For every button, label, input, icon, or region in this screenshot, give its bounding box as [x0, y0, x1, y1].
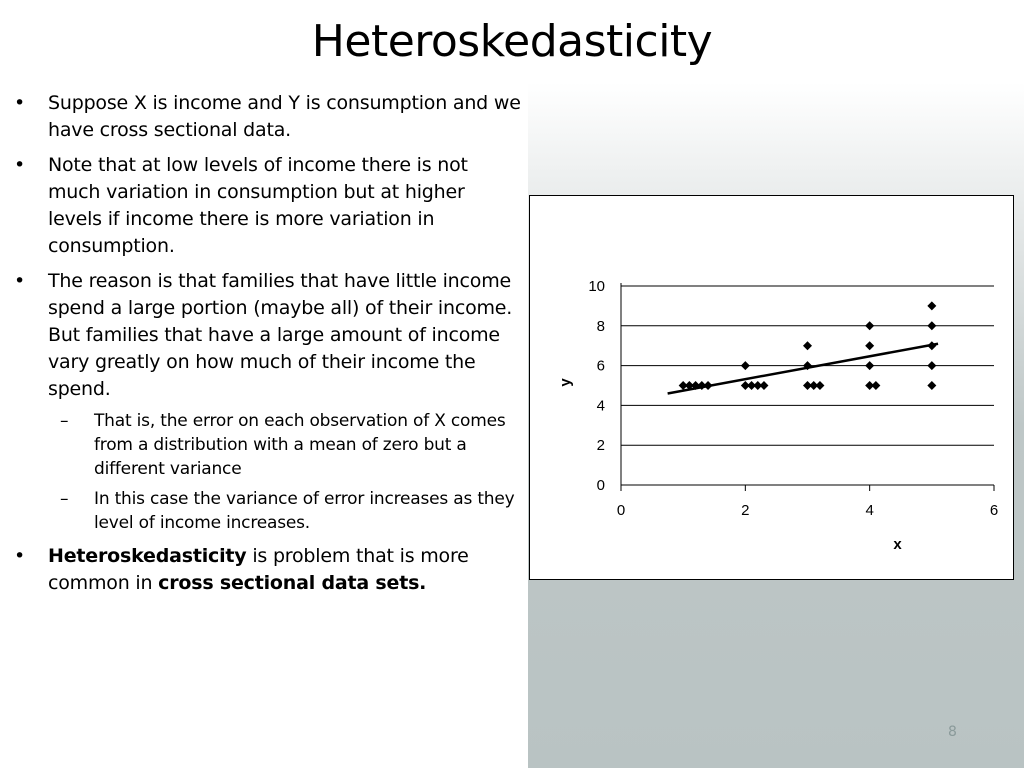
- data-point: [871, 381, 880, 390]
- bullet-item: [14, 543, 524, 597]
- data-point: [803, 341, 812, 350]
- data-point: [741, 361, 750, 370]
- bullet-text: The reason is that families that have little income spend a large portion (maybe all) of their income. But families that have a large amount of income vary greatly on how much of their income the spend.: [48, 270, 513, 400]
- y-tick-label: 10: [588, 278, 605, 295]
- sub-bullet-list: [48, 409, 524, 535]
- data-point: [927, 301, 936, 310]
- scatter-chart: [529, 195, 1014, 580]
- page-number: 8: [948, 724, 957, 740]
- chart-svg: [530, 196, 1015, 581]
- data-point: [815, 381, 824, 390]
- y-tick-label: 8: [596, 317, 605, 335]
- data-point: [759, 381, 768, 390]
- bullet-text: is problem that is more common in: [48, 545, 469, 594]
- y-tick-label: 0: [596, 477, 605, 494]
- bullet-item: • Note that at low levels of income there is not much variation in consumption but at higher levels if income there is more variation in consumption.: [14, 152, 524, 260]
- y-axis-label: y: [557, 378, 574, 387]
- x-tick-label: 4: [865, 502, 874, 519]
- data-point: [704, 381, 713, 390]
- data-point: [927, 321, 936, 330]
- bullet-list: [14, 90, 524, 597]
- x-tick-label: 6: [989, 502, 999, 519]
- sub-bullet-item: – That is, the error on each observation of X comes from a distribution with a mean of zero but a different variance: [48, 409, 524, 481]
- sub-bullet-item: – In this case the variance of error increases as they level of income increases.: [48, 487, 524, 535]
- y-tick-label: 6: [596, 357, 605, 375]
- bullet-item: • Suppose X is income and Y is consumption and we have cross sectional data.: [14, 90, 524, 144]
- bullet-item: [14, 268, 524, 535]
- data-point: [927, 341, 936, 350]
- data-point: [865, 321, 874, 330]
- bold-term: Heteroskedasticity: [48, 545, 247, 567]
- x-tick-label: 2: [741, 502, 750, 519]
- bold-term: cross sectional data sets.: [158, 572, 427, 594]
- data-point: [927, 381, 936, 390]
- y-tick-label: 2: [596, 437, 605, 455]
- x-tick-label: 0: [616, 502, 626, 519]
- x-axis-label: x: [893, 536, 902, 553]
- data-point: [927, 361, 936, 370]
- y-tick-label: 4: [596, 397, 605, 415]
- data-point: [865, 341, 874, 350]
- data-point: [865, 361, 874, 370]
- slide-title: Heteroskedasticity: [311, 16, 713, 67]
- slide-body: [14, 90, 524, 605]
